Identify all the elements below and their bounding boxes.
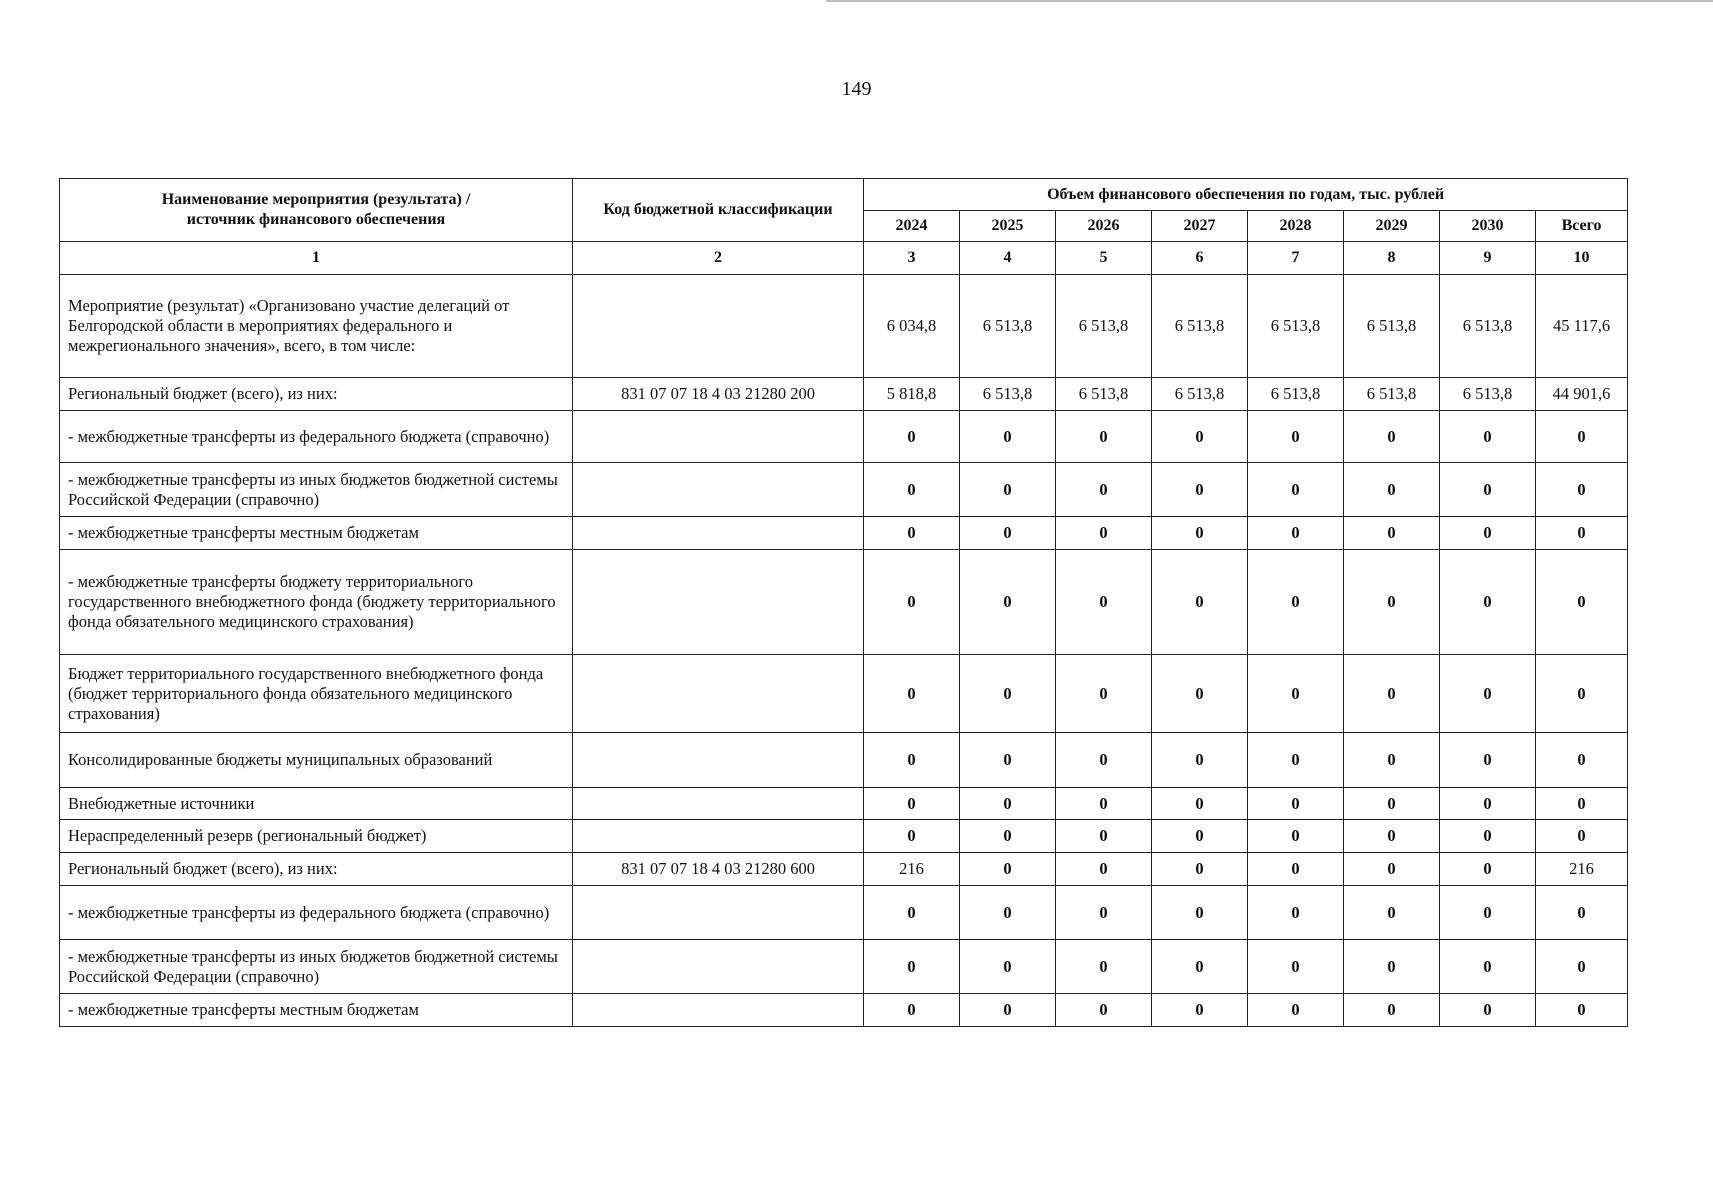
table-row — [60, 886, 1628, 940]
row-value: 0 — [1440, 655, 1536, 733]
column-number: 9 — [1440, 242, 1536, 275]
row-value: 0 — [1344, 411, 1440, 463]
row-value: 0 — [1056, 853, 1152, 886]
row-value: 0 — [1152, 517, 1248, 550]
row-name: Консолидированные бюджеты муниципальных образований — [60, 733, 573, 788]
row-code — [573, 733, 864, 788]
row-value: 0 — [1344, 940, 1440, 994]
row-value: 0 — [1344, 733, 1440, 788]
row-value: 0 — [1248, 788, 1344, 820]
row-value: 0 — [1344, 853, 1440, 886]
row-total: 0 — [1536, 655, 1628, 733]
row-value: 0 — [1440, 994, 1536, 1027]
row-value: 0 — [1248, 940, 1344, 994]
row-value: 0 — [1440, 886, 1536, 940]
row-value: 0 — [1152, 733, 1248, 788]
row-value: 0 — [1152, 788, 1248, 820]
header-year: 2030 — [1440, 211, 1536, 242]
header-year: 2029 — [1344, 211, 1440, 242]
row-value: 0 — [864, 655, 960, 733]
row-value: 0 — [960, 517, 1056, 550]
header-year: 2027 — [1152, 211, 1248, 242]
row-value: 0 — [1344, 994, 1440, 1027]
row-value: 0 — [1344, 788, 1440, 820]
table-row — [60, 788, 1628, 820]
row-value: 6 513,8 — [1440, 275, 1536, 378]
row-value: 0 — [1248, 411, 1344, 463]
row-value: 0 — [1248, 655, 1344, 733]
row-total: 0 — [1536, 517, 1628, 550]
column-number: 2 — [573, 242, 864, 275]
row-code — [573, 517, 864, 550]
row-value: 0 — [960, 994, 1056, 1027]
header-name: Наименование мероприятия (результата) / источник финансового обеспечения — [60, 179, 573, 242]
row-value: 6 513,8 — [1056, 378, 1152, 411]
row-name: Региональный бюджет (всего), из них: — [60, 378, 573, 411]
row-value: 0 — [864, 788, 960, 820]
row-value: 0 — [1440, 550, 1536, 655]
row-name: - межбюджетные трансферты из федерального бюджета (справочно) — [60, 886, 573, 940]
row-code — [573, 788, 864, 820]
row-code — [573, 820, 864, 853]
row-name: Региональный бюджет (всего), из них: — [60, 853, 573, 886]
table-row — [60, 853, 1628, 886]
row-total: 0 — [1536, 411, 1628, 463]
column-number: 1 — [60, 242, 573, 275]
row-value: 0 — [1152, 886, 1248, 940]
row-value: 0 — [1152, 940, 1248, 994]
page-number: 149 — [841, 78, 872, 100]
row-value: 0 — [1440, 463, 1536, 517]
row-name: - межбюджетные трансферты из иных бюджетов бюджетной системы Российской Федерации (справочно) — [60, 940, 573, 994]
row-value: 0 — [960, 411, 1056, 463]
row-value: 0 — [1056, 940, 1152, 994]
row-value: 0 — [1152, 820, 1248, 853]
row-total: 216 — [1536, 853, 1628, 886]
row-value: 0 — [1056, 655, 1152, 733]
table-row — [60, 411, 1628, 463]
row-total: 44 901,6 — [1536, 378, 1628, 411]
row-total: 0 — [1536, 733, 1628, 788]
row-value: 0 — [960, 655, 1056, 733]
row-value: 0 — [1056, 463, 1152, 517]
header-year: 2026 — [1056, 211, 1152, 242]
row-name: Бюджет территориального государственного внебюджетного фонда (бюджет территориального фонда обязательного медицинского страхования) — [60, 655, 573, 733]
row-value: 0 — [1344, 655, 1440, 733]
row-value: 0 — [864, 886, 960, 940]
row-value: 0 — [1152, 411, 1248, 463]
row-value: 0 — [1440, 788, 1536, 820]
row-total: 0 — [1536, 940, 1628, 994]
row-code — [573, 275, 864, 378]
row-value: 0 — [1248, 550, 1344, 655]
row-value: 0 — [864, 994, 960, 1027]
row-value: 6 513,8 — [1344, 378, 1440, 411]
row-value: 0 — [960, 940, 1056, 994]
row-value: 6 513,8 — [1152, 378, 1248, 411]
header-total: Всего — [1536, 211, 1628, 242]
header-year: 2028 — [1248, 211, 1344, 242]
row-value: 0 — [864, 411, 960, 463]
row-value: 6 513,8 — [960, 275, 1056, 378]
row-code — [573, 994, 864, 1027]
table-row — [60, 550, 1628, 655]
row-code — [573, 463, 864, 517]
row-value: 0 — [960, 820, 1056, 853]
row-value: 0 — [1344, 820, 1440, 853]
row-total: 0 — [1536, 550, 1628, 655]
row-name: Мероприятие (результат) «Организовано участие делегаций от Белгородской области в мероприятиях федерального и межрегионального значения», всего, в том числе: — [60, 275, 573, 378]
header-year: 2025 — [960, 211, 1056, 242]
row-name: - межбюджетные трансферты бюджету территориального государственного внебюджетного фонда (бюджету территориального фонда обязательного медицинского страхования) — [60, 550, 573, 655]
row-value: 0 — [1248, 463, 1344, 517]
row-total: 0 — [1536, 886, 1628, 940]
row-value: 0 — [864, 463, 960, 517]
row-value: 0 — [1440, 820, 1536, 853]
row-name: - межбюджетные трансферты из иных бюджетов бюджетной системы Российской Федерации (справочно) — [60, 463, 573, 517]
column-number: 6 — [1152, 242, 1248, 275]
row-value: 6 513,8 — [1248, 275, 1344, 378]
row-value: 6 513,8 — [1152, 275, 1248, 378]
table-row — [60, 463, 1628, 517]
row-value: 0 — [1440, 517, 1536, 550]
row-value: 0 — [960, 853, 1056, 886]
row-name: - межбюджетные трансферты местным бюджетам — [60, 517, 573, 550]
header-code: Код бюджетной классификации — [573, 179, 864, 242]
table-row — [60, 940, 1628, 994]
row-value: 0 — [1248, 820, 1344, 853]
row-value: 0 — [1440, 853, 1536, 886]
row-name: - межбюджетные трансферты местным бюджетам — [60, 994, 573, 1027]
row-value: 0 — [1152, 853, 1248, 886]
row-value: 0 — [1248, 886, 1344, 940]
header-volume-group: Объем финансового обеспечения по годам, тыс. рублей — [864, 179, 1628, 211]
row-value: 0 — [1056, 411, 1152, 463]
row-value: 0 — [1056, 994, 1152, 1027]
row-value: 6 513,8 — [1056, 275, 1152, 378]
row-value: 0 — [1248, 517, 1344, 550]
row-value: 0 — [1344, 886, 1440, 940]
row-code — [573, 940, 864, 994]
row-value: 0 — [1056, 550, 1152, 655]
row-value: 0 — [1056, 517, 1152, 550]
row-value: 6 513,8 — [1344, 275, 1440, 378]
row-name: - межбюджетные трансферты из федерального бюджета (справочно) — [60, 411, 573, 463]
row-value: 0 — [1152, 550, 1248, 655]
table-row — [60, 655, 1628, 733]
table-row — [60, 733, 1628, 788]
table-row — [60, 820, 1628, 853]
row-value: 0 — [960, 788, 1056, 820]
row-total: 0 — [1536, 788, 1628, 820]
top-rule — [826, 0, 1713, 2]
row-code — [573, 886, 864, 940]
row-code — [573, 411, 864, 463]
table-row — [60, 378, 1628, 411]
row-value: 0 — [864, 517, 960, 550]
row-code — [573, 655, 864, 733]
row-value: 0 — [960, 886, 1056, 940]
row-value: 0 — [1056, 820, 1152, 853]
header-year: 2024 — [864, 211, 960, 242]
row-value: 0 — [864, 940, 960, 994]
row-value: 5 818,8 — [864, 378, 960, 411]
column-number: 5 — [1056, 242, 1152, 275]
row-value: 0 — [1440, 411, 1536, 463]
row-value: 0 — [960, 733, 1056, 788]
row-value: 0 — [960, 463, 1056, 517]
row-value: 0 — [1248, 994, 1344, 1027]
table-row — [60, 275, 1628, 378]
row-total: 0 — [1536, 994, 1628, 1027]
row-total: 0 — [1536, 820, 1628, 853]
row-value: 0 — [1440, 940, 1536, 994]
row-value: 6 513,8 — [1440, 378, 1536, 411]
row-value: 0 — [1152, 994, 1248, 1027]
row-value: 0 — [1248, 853, 1344, 886]
column-number: 10 — [1536, 242, 1628, 275]
row-name: Внебюджетные источники — [60, 788, 573, 820]
row-value: 0 — [1152, 655, 1248, 733]
row-value: 6 034,8 — [864, 275, 960, 378]
row-value: 0 — [864, 820, 960, 853]
row-code — [573, 550, 864, 655]
row-value: 0 — [960, 550, 1056, 655]
column-number: 7 — [1248, 242, 1344, 275]
row-value: 0 — [1344, 517, 1440, 550]
row-code: 831 07 07 18 4 03 21280 600 — [573, 853, 864, 886]
row-name: Нераспределенный резерв (региональный бюджет) — [60, 820, 573, 853]
row-code: 831 07 07 18 4 03 21280 200 — [573, 378, 864, 411]
column-number: 8 — [1344, 242, 1440, 275]
column-number: 4 — [960, 242, 1056, 275]
row-value: 0 — [864, 733, 960, 788]
row-value: 0 — [1344, 550, 1440, 655]
column-number: 3 — [864, 242, 960, 275]
row-value: 6 513,8 — [960, 378, 1056, 411]
row-value: 0 — [1152, 463, 1248, 517]
row-value: 0 — [1344, 463, 1440, 517]
table-row — [60, 517, 1628, 550]
row-value: 0 — [1056, 733, 1152, 788]
row-value: 0 — [864, 550, 960, 655]
row-value: 216 — [864, 853, 960, 886]
financing-table — [59, 178, 1628, 1027]
row-total: 45 117,6 — [1536, 275, 1628, 378]
row-value: 0 — [1056, 886, 1152, 940]
row-total: 0 — [1536, 463, 1628, 517]
row-value: 0 — [1056, 788, 1152, 820]
row-value: 6 513,8 — [1248, 378, 1344, 411]
row-value: 0 — [1248, 733, 1344, 788]
table-row — [60, 994, 1628, 1027]
row-value: 0 — [1440, 733, 1536, 788]
